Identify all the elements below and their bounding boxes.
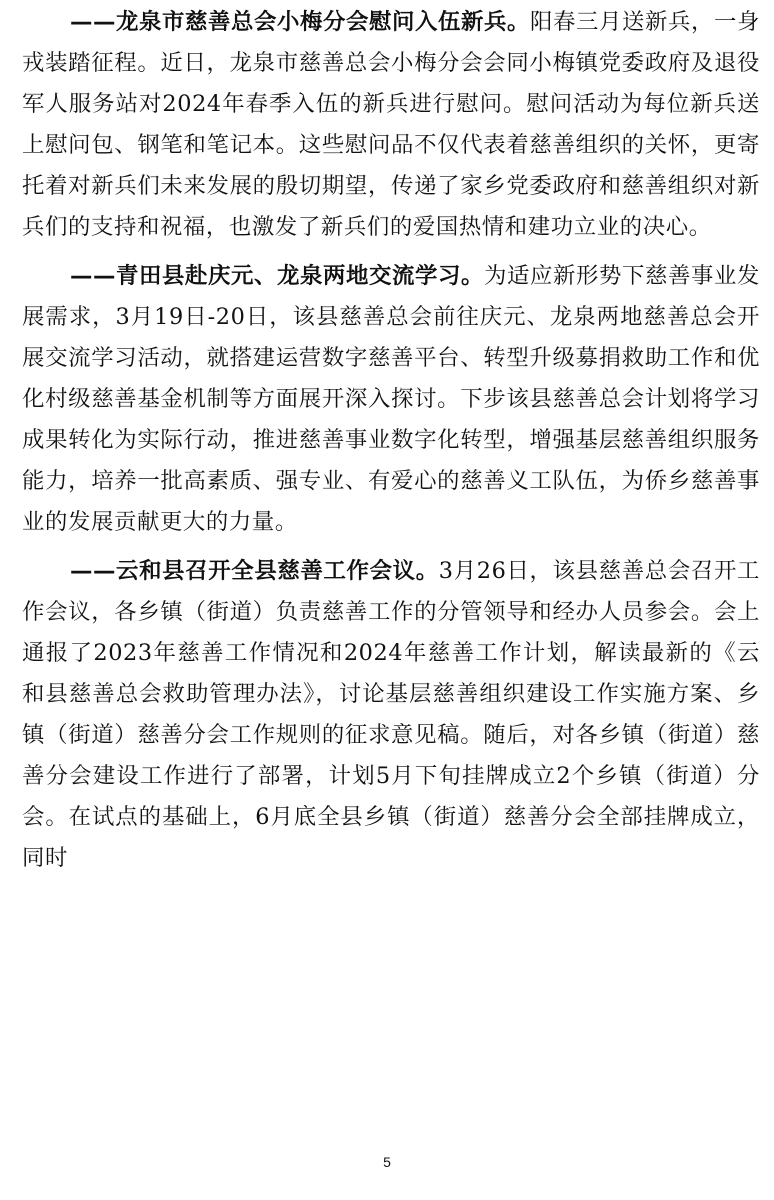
paragraph-text: 阳春三月送新兵，一身戎装踏征程。近日，龙泉市慈善总会小梅分会会同小梅镇党委政府及退役军人服务站对2024年春季入伍的新兵进行慰问。慰问活动为每位新兵送上慰问包、钢笔和笔记本。这些慰问品不仅代表着慈善组织的关怀，更寄托着对新兵们未来发展的殷切期望，传递了家乡党委政府和慈善组织对新兵们的支持和祝福，也激发了新兵们的爱国热情和建功立业的决心。 <box>22 9 761 240</box>
paragraph-text: 3月26日，该县慈善总会召开工作会议，各乡镇（街道）负责慈善工作的分管领导和经办人员参会。会上通报了2023年慈善工作情况和2024年慈善工作计划，解读最新的《云和县慈善总会救助管理办法》，讨论基层慈善组织建设工作实施方案、乡镇（街道）慈善分会工作规则的征求意见稿。随后，对各乡镇（街道）慈善分会建设工作进行了部署，计划5月下旬挂牌成立2个乡镇（街道）分会。在试点的基础上，6月底全县乡镇（街道）慈善分会全部挂牌成立，同时 <box>22 558 760 871</box>
paragraph-lead: ——青田县赴庆元、龙泉两地交流学习。 <box>70 263 484 289</box>
paragraph-qingtian-exchange <box>22 256 760 543</box>
paragraph-yunhe-meeting <box>22 551 760 879</box>
paragraph-longquan-xiaomei <box>22 2 760 248</box>
page-number: 5 <box>383 1154 391 1170</box>
paragraph-text: 为适应新形势下慈善事业发展需求，3月19日-20日，该县慈善总会前往庆元、龙泉两地慈善总会开展交流学习活动，就搭建运营数字慈善平台、转型升级募捐救助工作和优化村级慈善基金机制等方面展开深入探讨。下步该县慈善总会计划将学习成果转化为实际行动，推进慈善事业数字化转型，增强基层慈善组织服务能力，培养一批高素质、强专业、有爱心的慈善义工队伍，为侨乡慈善事业的发展贡献更大的力量。 <box>22 263 760 535</box>
document-body <box>22 2 760 887</box>
paragraph-lead: ——龙泉市慈善总会小梅分会慰问入伍新兵。 <box>70 9 531 35</box>
paragraph-lead: ——云和县召开全县慈善工作会议。 <box>70 558 439 584</box>
